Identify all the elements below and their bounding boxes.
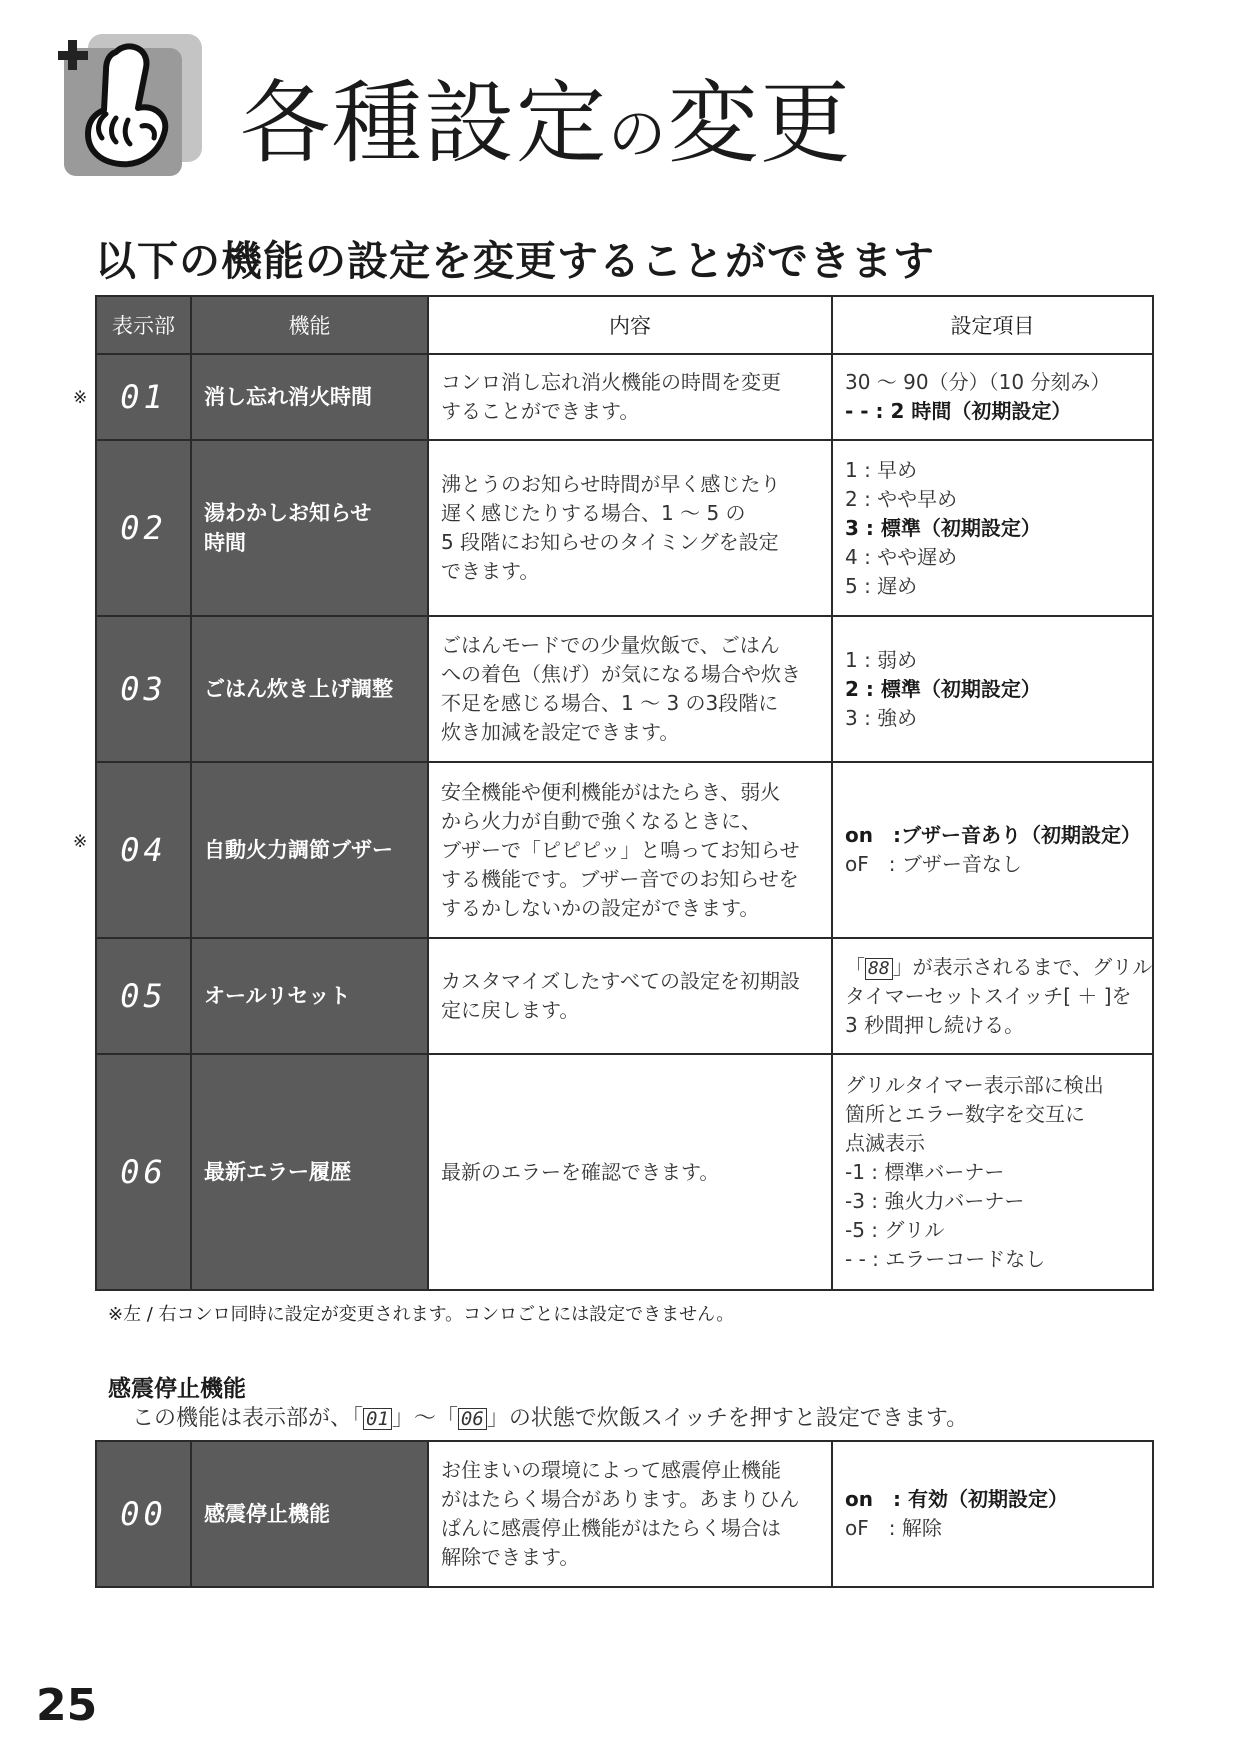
display-code: 05 bbox=[96, 938, 191, 1054]
function-name: 最新エラー履歴 bbox=[191, 1054, 428, 1290]
display-code: 04 bbox=[96, 762, 191, 938]
row-note-mark-04: ※ bbox=[73, 832, 88, 852]
header-display: 表示部 bbox=[96, 296, 191, 354]
row-note-mark-01: ※ bbox=[73, 388, 88, 408]
settings-table bbox=[95, 295, 1154, 1291]
seismic-section-heading: 感震停止機能 bbox=[108, 1376, 246, 1402]
display-code: 03 bbox=[96, 616, 191, 762]
function-description: ごはんモードでの少量炊飯で、ごはん への着色（焦げ）が気になる場合や炊き 不足を感じる場合、1 〜 3 の3段階に 炊き加減を設定できます。 bbox=[428, 616, 832, 762]
function-description: 沸とうのお知らせ時間が早く感じたり 遅く感じたりする場合、1 〜 5 の 5 段階にお知らせのタイミングを設定 できます。 bbox=[428, 440, 832, 616]
function-name: 感震停止機能 bbox=[191, 1441, 428, 1587]
settings-table-header bbox=[96, 296, 1153, 354]
setting-items: 「 88 」が表示されるまで、グリル タイマーセットスイッチ[ ＋ ]を 3 秒間押し続ける。 bbox=[832, 938, 1153, 1054]
table-row bbox=[96, 616, 1153, 762]
page-number: 25 bbox=[36, 1680, 98, 1731]
header-content: 内容 bbox=[428, 296, 832, 354]
header-function: 機能 bbox=[191, 296, 428, 354]
segment-display-01: 01 bbox=[363, 1408, 392, 1430]
setting-items: 1 : 弱め 2 : 標準（初期設定） 3 : 強め bbox=[832, 616, 1153, 762]
segment-display-88: 88 bbox=[865, 958, 893, 980]
table-footnote: ※左 / 右コンロ同時に設定が変更されます。コンロごとには設定できません。 bbox=[108, 1304, 735, 1325]
setting-items: on : 有効（初期設定） oF : 解除 bbox=[832, 1441, 1153, 1587]
table-row bbox=[96, 762, 1153, 938]
function-name: オールリセット bbox=[191, 938, 428, 1054]
function-description: カスタマイズしたすべての設定を初期設 定に戻します。 bbox=[428, 938, 832, 1054]
table-row bbox=[96, 1054, 1153, 1290]
setting-items: on :ブザー音あり（初期設定） oF : ブザー音なし bbox=[832, 762, 1153, 938]
function-name: 消し忘れ消火時間 bbox=[191, 354, 428, 440]
function-description: お住まいの環境によって感震停止機能 がはたらく場合があります。あまりひん ぱんに感震停止機能がはたらく場合は 解除できます。 bbox=[428, 1441, 832, 1587]
display-code: 01 bbox=[96, 354, 191, 440]
seismic-section-text: この機能は表示部が、「 01 」〜「 06 」の状態で炊飯スイッチを押すと設定できます。 bbox=[132, 1406, 969, 1431]
function-description: 最新のエラーを確認できます。 bbox=[428, 1054, 832, 1290]
function-description: コンロ消し忘れ消火機能の時間を変更 することができます。 bbox=[428, 354, 832, 440]
segment-display-06: 06 bbox=[458, 1408, 487, 1430]
table-row bbox=[96, 938, 1153, 1054]
display-code: 02 bbox=[96, 440, 191, 616]
table-row bbox=[96, 440, 1153, 616]
table-row bbox=[96, 354, 1153, 440]
display-code: 00 bbox=[96, 1441, 191, 1587]
table-row bbox=[96, 1441, 1153, 1587]
seismic-table bbox=[95, 1440, 1154, 1588]
header-setting-items: 設定項目 bbox=[832, 296, 1153, 354]
setting-items: 1 : 早め 2 : やや早め 3 : 標準（初期設定） 4 : やや遅め 5 : 遅め bbox=[832, 440, 1153, 616]
page-title: 各種設定の変更 bbox=[240, 71, 853, 176]
display-code: 06 bbox=[96, 1054, 191, 1290]
function-name: 湯わかしお知らせ 時間 bbox=[191, 440, 428, 616]
page-subtitle: 以下の機能の設定を変更することができます bbox=[95, 237, 935, 285]
function-name: 自動火力調節ブザー bbox=[191, 762, 428, 938]
pointing-hand-plus-icon bbox=[58, 30, 208, 180]
function-name: ごはん炊き上げ調整 bbox=[191, 616, 428, 762]
function-description: 安全機能や便利機能がはたらき、弱火 から火力が自動で強くなるときに、 ブザーで「ピピピッ」と鳴ってお知らせ する機能です。ブザー音でのお知らせを するかしないかの設定ができます。 bbox=[428, 762, 832, 938]
setting-items: グリルタイマー表示部に検出 箇所とエラー数字を交互に 点滅表示 -1 : 標準バーナー -3 : 強火力バーナー -5 : グリル - - : エラーコードなし bbox=[832, 1054, 1153, 1290]
setting-items: 30 〜 90（分）（10 分刻み） - - : 2 時間（初期設定） bbox=[832, 354, 1153, 440]
